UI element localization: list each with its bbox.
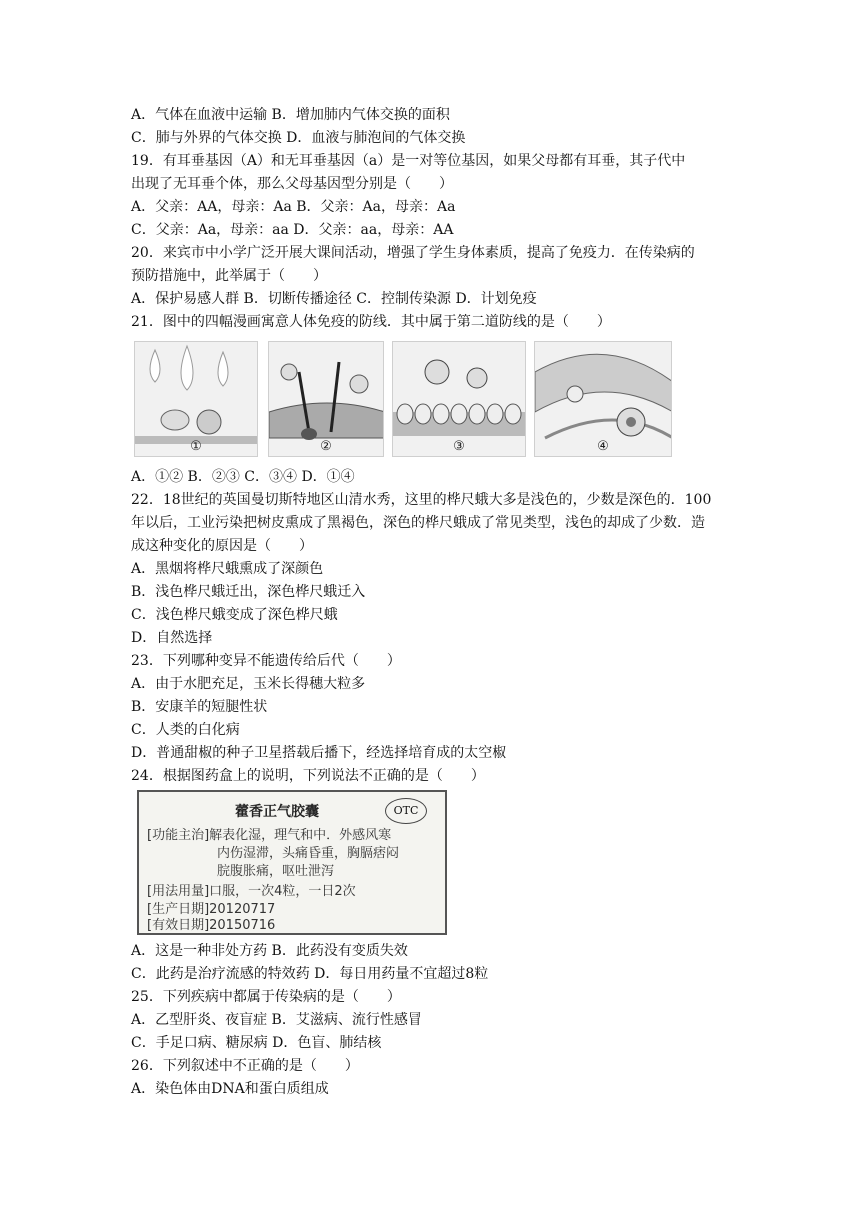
question-22: 22．18世纪的英国曼切斯特地区山清水秀，这里的桦尺蛾大多是浅色的，少数是深色的．100	[131, 492, 712, 508]
panel-number: ①	[190, 439, 202, 454]
text-line: C．父亲：Aa，母亲：aa D．父亲：aa，母亲：AA	[131, 222, 454, 238]
medicine-row: 脘腹胀痛，呕吐泄泻	[217, 864, 335, 879]
text-line: A．黑烟将桦尺蛾熏成了深颜色	[131, 561, 324, 577]
figure-panel-4	[534, 341, 672, 457]
figure-panel-1	[134, 341, 258, 457]
otc-badge: OTC	[385, 798, 427, 824]
question-23: 23．下列哪种变异不能遗传给后代（ ）	[131, 653, 401, 669]
answer-options: A．①② B．②③ C．③④ D．①④	[131, 469, 355, 485]
text-line: C．此药是治疗流感的特效药 D．每日用药量不宜超过8粒	[131, 966, 489, 982]
text-line: A．父亲：AA，母亲：Aa B．父亲：Aa，母亲：Aa	[131, 199, 456, 215]
text-line: A．保护易感人群 B．切断传播途径 C．控制传染源 D．计划免疫	[131, 291, 537, 307]
text-line: A．由于水肥充足，玉米长得穗大粒多	[131, 676, 366, 692]
medicine-box-label	[137, 790, 447, 935]
text-line: D．自然选择	[131, 630, 213, 646]
panel-number: ④	[597, 439, 609, 454]
text-line: 成这种变化的原因是（ ）	[131, 538, 313, 554]
text-line: D．普通甜椒的种子卫星搭载后播下，经选择培育成的太空椒	[131, 745, 507, 761]
text-line: 预防措施中，此举属于（ ）	[131, 268, 327, 284]
text-line: C．人类的白化病	[131, 722, 240, 738]
question-20: 20．来宾市中小学广泛开展大课间活动，增强了学生身体素质，提高了免疫力．在传染病的	[131, 245, 695, 261]
medicine-row: [生产日期]20120717	[147, 902, 276, 917]
question-21: 21．图中的四幅漫画寓意人体免疫的防线．其中属于第二道防线的是（ ）	[131, 314, 611, 330]
question-25: 25．下列疾病中都属于传染病的是（ ）	[131, 989, 401, 1005]
figure-panel-2	[268, 341, 384, 457]
panel-number: ③	[453, 439, 465, 454]
question-19: 19．有耳垂基因（A）和无耳垂基因（a）是一对等位基因，如果父母都有耳垂，其子代中	[131, 153, 686, 169]
text-line: A．这是一种非处方药 B．此药没有变质失效	[131, 943, 408, 959]
question-24: 24．根据图药盒上的说明，下列说法不正确的是（ ）	[131, 768, 485, 784]
medicine-title: 藿香正气胶囊	[235, 804, 319, 820]
question-26: 26．下列叙述中不正确的是（ ）	[131, 1058, 359, 1074]
text-line: C．浅色桦尺蛾变成了深色桦尺蛾	[131, 607, 338, 623]
text-line: A．气体在血液中运输 B．增加肺内气体交换的面积	[131, 107, 450, 123]
text-line: A．染色体由DNA和蛋白质组成	[131, 1081, 329, 1097]
text-line: A．乙型肝炎、夜盲症 B．艾滋病、流行性感冒	[131, 1012, 422, 1028]
medicine-row: [用法用量]口服，一次4粒，一日2次	[147, 884, 356, 899]
figure-panel-3	[392, 341, 526, 457]
text-line: 年以后，工业污染把树皮熏成了黑褐色，深色的桦尺蛾成了常见类型，浅色的却成了少数．造	[131, 515, 705, 531]
text-line: 出现了无耳垂个体，那么父母基因型分别是（ ）	[131, 176, 453, 192]
panel-number: ②	[320, 439, 332, 454]
medicine-row: [功能主治]解表化湿，理气和中．外感风寒	[147, 828, 392, 843]
text-line: B．安康羊的短腿性状	[131, 699, 268, 715]
text-line: B．浅色桦尺蛾迁出，深色桦尺蛾迁入	[131, 584, 366, 600]
text-line: C．肺与外界的气体交换 D．血液与肺泡间的气体交换	[131, 130, 466, 146]
medicine-row: [有效日期]20150716	[147, 918, 276, 933]
text-line: C．手足口病、糖尿病 D．色盲、肺结核	[131, 1035, 382, 1051]
medicine-row: 内伤湿滞，头痛昏重，胸膈痞闷	[217, 846, 400, 861]
